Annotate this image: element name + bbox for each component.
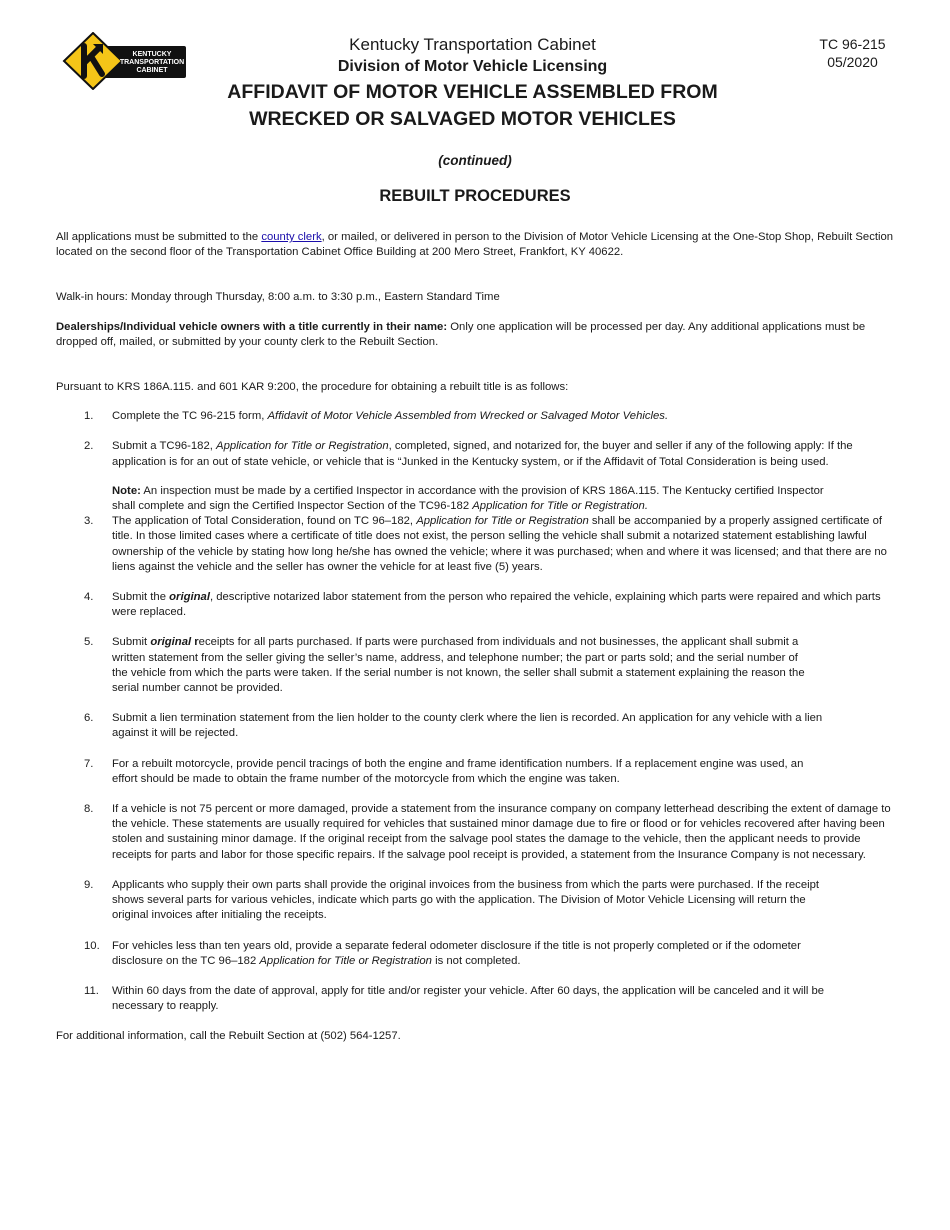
logo-text-line2: TRANSPORTATION: [119, 59, 185, 66]
additional-info: For additional information, call the Rebuilt Section at (502) 564-1257.: [56, 1030, 401, 1043]
list-item: [56, 711, 828, 741]
step-text: eceipts for all parts purchased. If parts were purchased from individuals and not businesses, the applicant shall submit a written statement from the seller giving the seller’s name, address, and telephone number; the part or parts sold; and the serial number of the vehicle from which the parts were taken. If the serial number is not known, the seller shall submit a statement explaining the reason the serial number cannot be provided.: [112, 636, 805, 695]
step-text: Submit: [112, 636, 151, 649]
step-number: 8.: [84, 803, 94, 816]
step-text: Applicants who supply their own parts shall provide the original invoices from the business from which the parts were purchased. If the receipt shows several parts for various vehicles, indicate which parts go with the application. The Division of Motor Vehicle Licensing will return the original invoices after initialing the receipts.: [112, 878, 820, 922]
division-name: Division of Motor Vehicle Licensing: [337, 58, 608, 75]
step-number: 5.: [84, 636, 94, 649]
step-text: The application of Total Consideration, found on TC 96–182,: [112, 515, 417, 528]
list-item: [56, 802, 898, 863]
step-number: 4.: [84, 591, 94, 604]
step-number: 6.: [84, 712, 94, 725]
list-item: [56, 635, 816, 696]
kentucky-k-arrow-icon: [62, 32, 188, 90]
step-bold: r: [191, 636, 199, 649]
step-bold-italic: original: [169, 591, 210, 604]
list-item: [56, 409, 898, 424]
dealerships-paragraph: [56, 320, 898, 350]
intro-paragraph: [56, 230, 898, 260]
agency-name: Kentucky Transportation Cabinet: [349, 35, 596, 54]
step-text: For a rebuilt motorcycle, provide pencil tracings of both the engine and frame identification numbers. If a replacement engine was used, an effort should be made to obtain the frame number of the motorcycle from which the engine was taken.: [112, 757, 804, 785]
county-clerk-link[interactable]: county clerk: [261, 231, 322, 243]
step-text: shall be accompanied by a properly assigned certificate of title. In those limited cases where a certificate of title does not exist, the person selling the vehicle shall submit a notarized statement establishing lawful ownership of the vehicle by stating how long he/she has owned the vehicle; where it was purchased; when and where it was licensed; and that there are no liens against the vehicle and the seller has owner the vehicle for at least five (5) years.: [112, 515, 887, 573]
list-item: [56, 878, 840, 924]
step-number: 2.: [84, 440, 94, 453]
list-item: [56, 590, 898, 620]
document-title-line1: AFFIDAVIT OF MOTOR VEHICLE ASSEMBLED FROM: [227, 81, 718, 103]
walk-in-hours: Walk-in hours: Monday through Thursday, 8:00 a.m. to 3:30 p.m., Eastern Standard Time: [56, 291, 500, 304]
note-text: An inspection must be made by a certified Inspector in accordance with the provision of KRS 186A.115. The Kentucky certified Inspector shall complete and sign the Certified Inspector Section of the TC96-182: [112, 484, 824, 513]
procedure-steps-continued: [56, 514, 898, 1014]
step-text: , completed, signed, and notarized for, the buyer and seller if any of the following apply: If the application is for an out of state vehicle, or vehicle that is “Junked in the Kentucky system, or if the Affidavit of Total Consideration is being used.: [112, 440, 853, 468]
step-text: Within 60 days from the date of approval, apply for title and/or register your vehicle. After 60 days, the application will be canceled and it will be necessary to reapply.: [112, 984, 825, 1013]
document-body: [56, 230, 898, 1045]
dealerships-text: Only one application will be processed per day. Any additional applications must be dropped off, mailed, or submitted by your county clerk to the Rebuilt Section.: [56, 320, 866, 348]
pursuant-paragraph: Pursuant to KRS 186A.115. and 601 KAR 9:200, the procedure for obtaining a rebuilt title is as follows:: [56, 381, 569, 394]
step-text: For vehicles less than ten years old, provide a separate federal odometer disclosure if the title is not properly completed or if the odometer disclosure on the TC 96–182: [112, 939, 801, 967]
list-item: [56, 757, 808, 787]
step-text: If a vehicle is not 75 percent or more damaged, provide a statement from the insurance company on company letterhead describing the extent of damage to the vehicle. These statements are usually required for vehicles that sustained minor damage due to fire or flood or for vehicles recovered after having been stolen and sustaining minor damage. If the original receipt from the salvage pool states the damage to the vehicle, then the applicant needs to provide receipts for parts and labor for those specific repairs. If the salvage pool receipt is provided, a statement from the Insurance Company is not necessary.: [112, 803, 891, 861]
step-number: 9.: [84, 878, 94, 891]
procedure-steps: [56, 409, 898, 470]
document-title-line2: WRECKED OR SALVAGED MOTOR VEHICLES: [249, 108, 676, 130]
step-italic: Affidavit of Motor Vehicle Assembled from Wrecked or Salvaged Motor Vehicles.: [267, 410, 669, 423]
step-text: Submit a TC96-182,: [112, 440, 217, 453]
list-item: [56, 439, 898, 469]
dealerships-label: Dealerships/Individual vehicle owners with a title currently in their name:: [56, 320, 448, 333]
note-label: Note:: [112, 484, 141, 497]
step-number: 1.: [84, 410, 94, 423]
step-text: is not completed.: [431, 954, 521, 967]
kentucky-transportation-cabinet-logo: [62, 32, 188, 90]
step-italic: Application for Title or Registration: [216, 440, 389, 453]
continued-label: (continued): [438, 153, 512, 168]
intro-text-1: All applications must be submitted to the: [56, 231, 262, 243]
step-text: Submit the: [112, 591, 170, 604]
inspection-note: [56, 484, 841, 514]
list-item: [56, 514, 898, 575]
step-text: , descriptive notarized labor statement from the person who repaired the vehicle, explaining which parts were repaired and which parts were replaced.: [112, 591, 881, 619]
step-italic: Application for Title or Registration: [416, 515, 589, 528]
list-item: [56, 939, 818, 969]
section-title: REBUILT PROCEDURES: [379, 187, 571, 205]
step-number: 3.: [84, 515, 94, 528]
step-number: 10.: [84, 939, 100, 952]
step-italic: Application for Title or Registration: [259, 954, 432, 967]
form-number: [800, 35, 905, 71]
step-text: Complete the TC 96-215 form,: [112, 410, 268, 423]
step-text: Submit a lien termination statement from the lien holder to the county clerk where the lien is recorded. An application for any vehicle with a lien against it will be rejected.: [112, 712, 823, 740]
intro-text-2: , or mailed, or delivered in person to the Division of Motor Vehicle Licensing at the One-Stop Shop, Rebuilt Section located on the second floor of the Transportation Cabinet Office Building at 200 Mero Street, Frankfort, KY 40622.: [56, 231, 894, 259]
note-italic: Application for Title or Registration.: [472, 500, 648, 513]
step-bold-italic: original: [150, 636, 192, 649]
form-code: TC 96-215: [819, 36, 886, 52]
list-item: [56, 984, 832, 1014]
document-header: [200, 34, 745, 133]
logo-text-line1: KENTUCKY: [132, 51, 172, 58]
step-number: 11.: [84, 984, 99, 997]
form-revision-date: 05/2020: [827, 54, 878, 70]
logo-text-line3: CABINET: [136, 67, 168, 74]
step-number: 7.: [84, 757, 94, 770]
